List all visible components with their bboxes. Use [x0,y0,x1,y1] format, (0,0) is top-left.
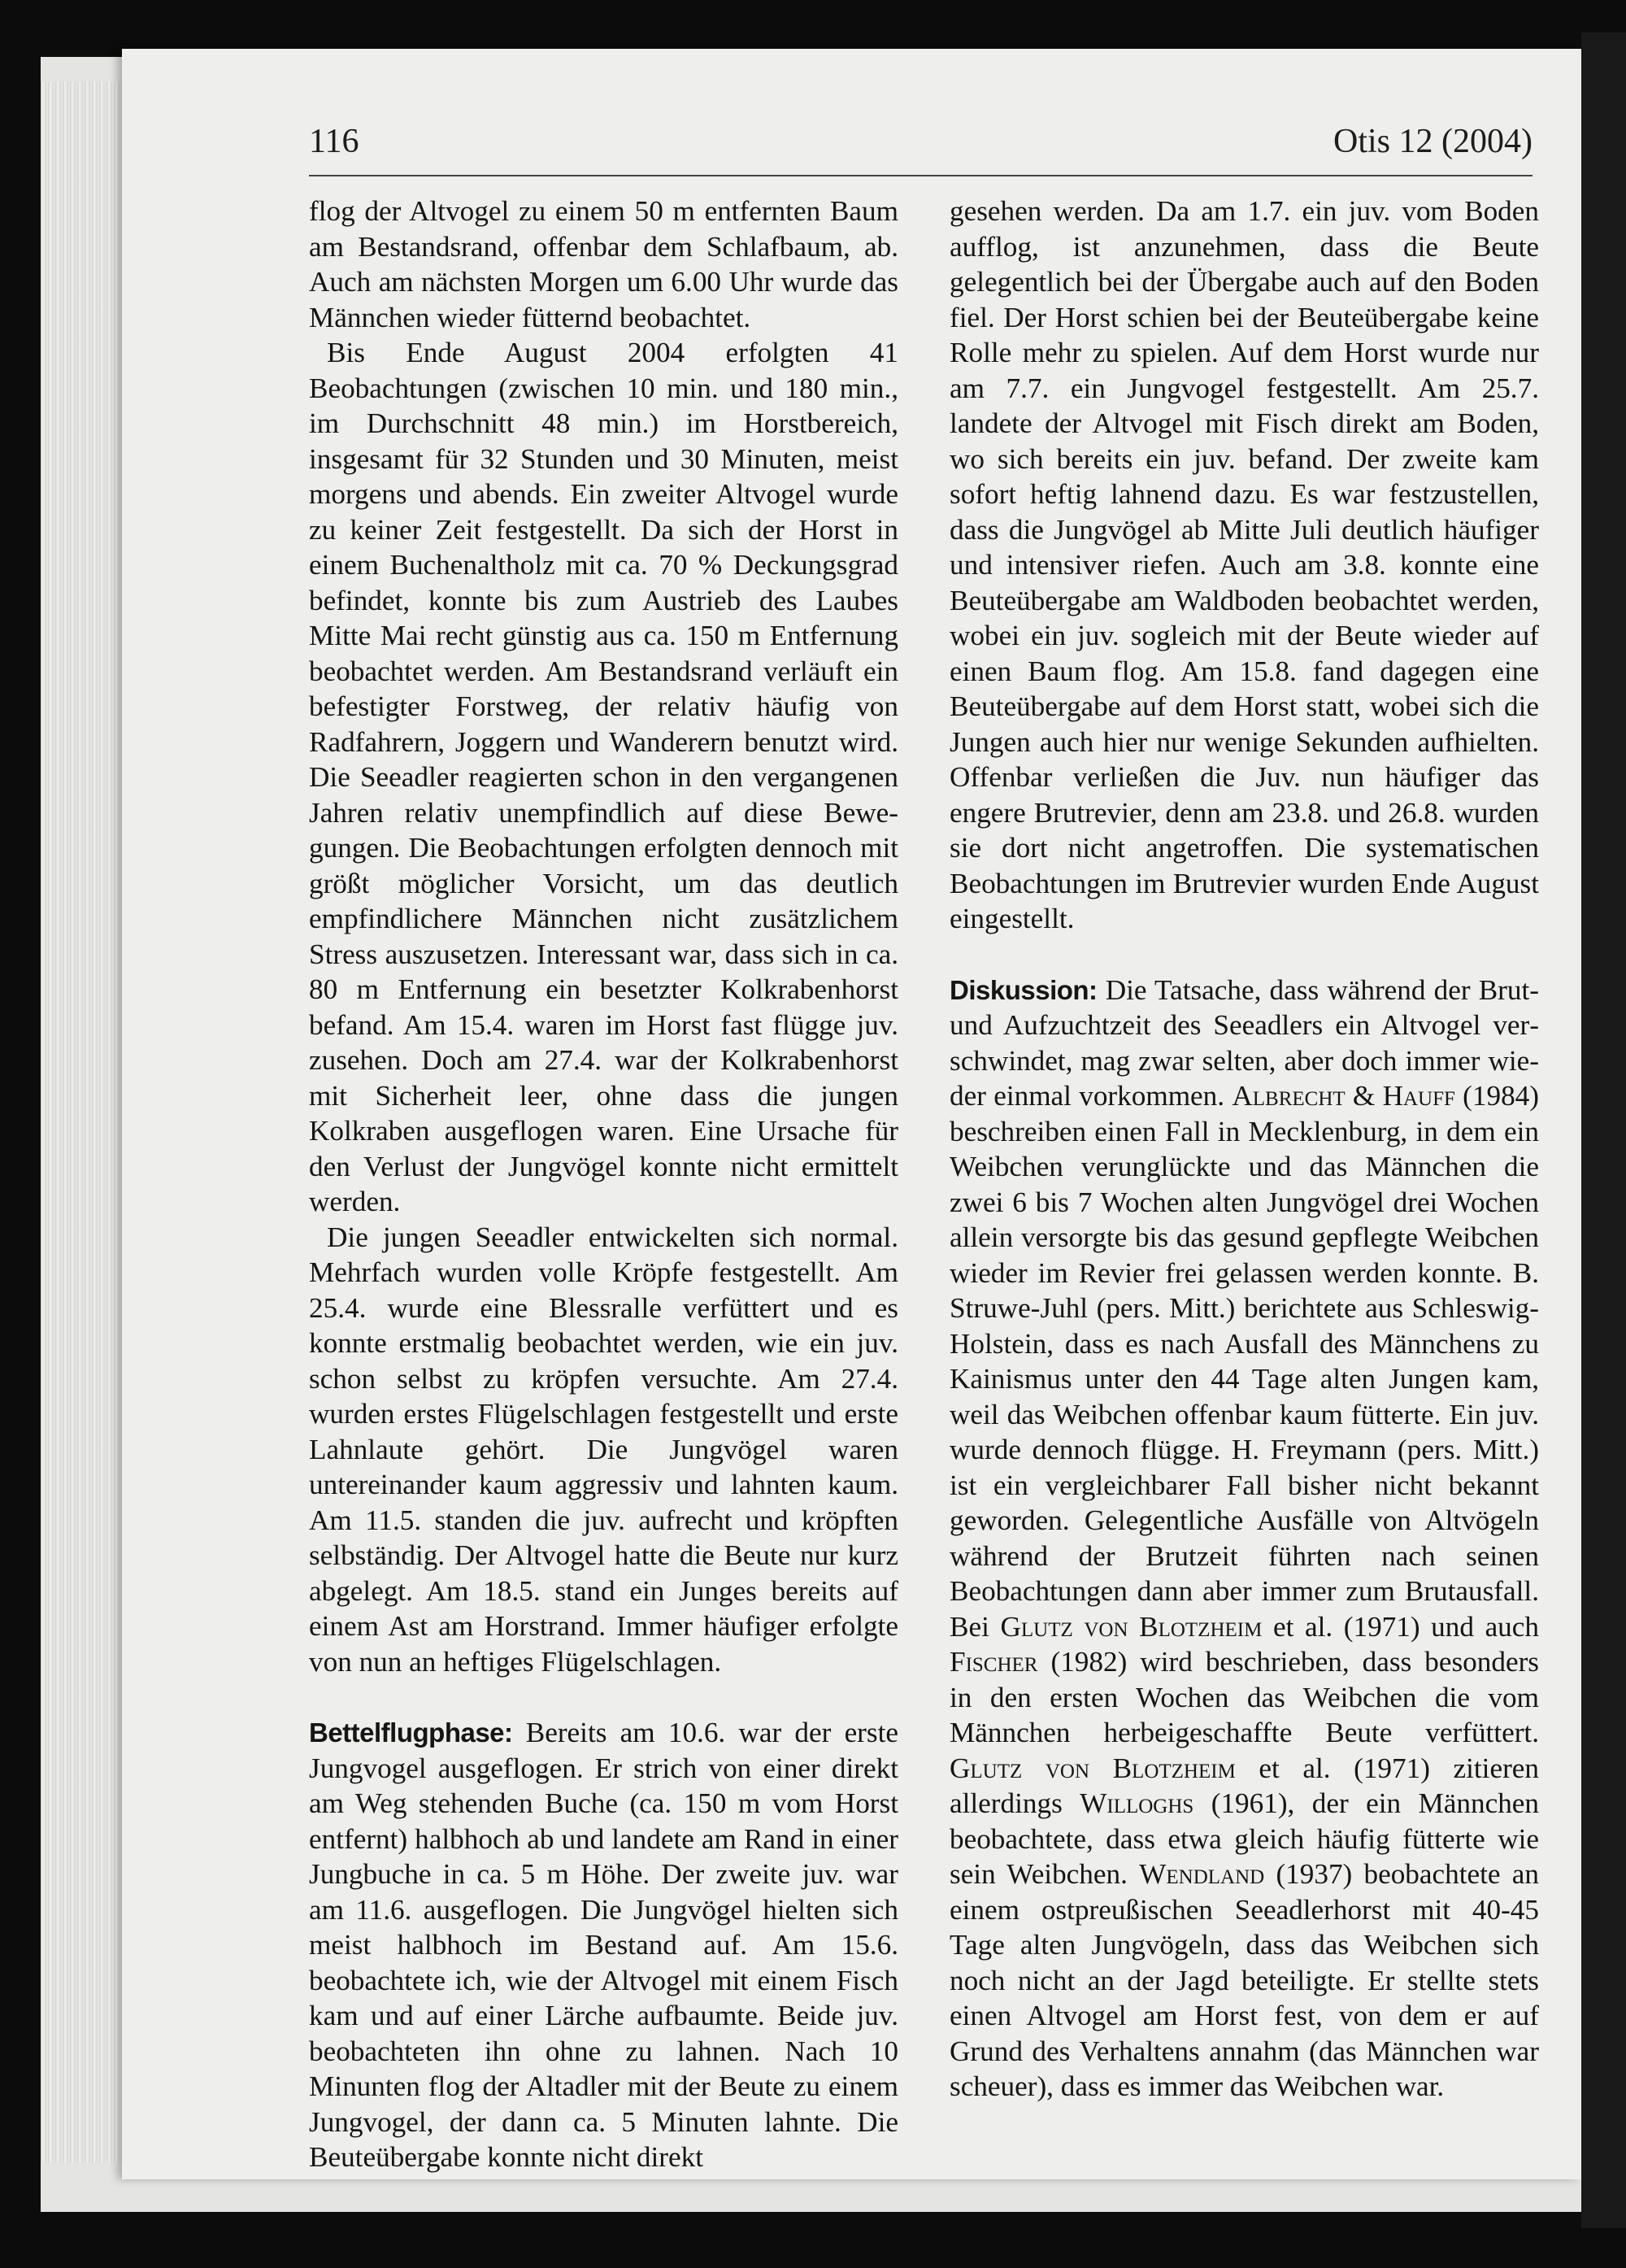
section-heading: Bettelflugphase: [309,1717,513,1748]
author-citation: Glutz von Blotzheim [950,1752,1236,1784]
author-citation: Albrecht [1232,1080,1346,1112]
author-citation: Willoghs [1080,1787,1194,1819]
section-heading: Diskussion: [950,974,1098,1005]
binding-shadow [1581,33,1626,2228]
paragraph-text: (1937) beobachtete an einem ostpreußischen Seeadlerhorst mit 40-45 Tage alten Jungvögeln, dass das Weibchen sich noch nicht an der Jagd beteiligte. Er stellte stets einen Altvogel am Horst fest, von dem er auf Grund des Verhaltens annahm (das Männchen war scheuer), dass es immer das Weibchen war. [950,1858,1539,2102]
right-column [950,194,1539,2105]
author-citation: Wendland [1139,1858,1265,1890]
section-bettelflugphase [309,1715,898,2175]
author-citation: Glutz von Blotzheim [1000,1610,1263,1643]
page-number: 116 [309,123,359,160]
paragraph: Die jungen Seeadler entwickelten sich normal. Mehrfach wurden volle Kröpfe festgestellt. Am 25.4. wurde eine Blessralle verfüttert und es konnte erstmalig beobachtet werden, wie ein juv. schon selbst zu kröpfen versuchte. Am 27.4. wurden erstes Flügelschlagen festgestellt und erste Lahnlaute gehört. Die Jungvögel waren untereinander kaum aggressiv und lahnten kaum. Am 11.5. standen die juv. aufrecht und kröpften selbständig. Der Altvogel hatte die Beute nur kurz abgelegt. Am 18.5. stand ein Junges bereits auf einem Ast am Horstrand. Immer häufiger erfolgte von nun an heftiges Flügelschlagen. [309,1221,898,1678]
paragraph-text: et al. (1971) zitieren allerdings [950,1752,1539,1819]
author-citation: Fischer [950,1646,1038,1678]
paragraph-text: Die Tatsache, dass während der Brut- und Aufzuchtzeit des Seeadlers ein Altvogel verschwindet, mag zwar selten, aber doch immer wieder einmal vorkommen. [950,973,1539,1112]
header-rule [309,175,1533,176]
paragraph-text: Bereits am 10.6. war der erste Jungvogel ausgeflogen. Er strich von einer direkt am Weg stehenden Buche (ca. 150 m vom Horst entfernt) halbhoch ab und landete am Rand in einer Jungbuche in ca. 5 m Höhe. Der zweite juv. war am 11.6. ausgeflogen. Die Jungvögel hielten sich meist halbhoch im Bestand auf. Am 15.6. beobachtete ich, wie der Altvogel mit einem Fisch kam und auf einer Lärche aufbaumte. Beide juv. beobachteten ihn ohne zu lahnen. Nach 10 Minunten flog der Altadler mit der Beute zu einem Jungvogel, der dann ca. 5 Minuten lahnte. Die Beuteübergabe konnte nicht direkt [309,1717,898,2173]
paragraph-text: (1984) beschreiben einen Fall in Mecklenburg, in dem ein Weibchen verunglückte und das Männchen die zwei 6 bis 7 Wochen alten Jungvögel drei Wochen allein versorgte bis das gesund gepflegte Weibchen wieder im Revier frei gelassen werden konnte. B. Struwe-Juhl (pers. Mitt.) berichtete aus Schleswig-Holstein, dass es nach Ausfall des Männchens zu Kainismus unter den 44 Tage alten Jungen kam, weil das Weibchen offenbar kaum fütterte. Ein juv. wurde dennoch flügge. H. Freymann (pers. Mitt.) ist ein vergleichbarer Fall bisher nicht bekannt geworden. Gelegentliche Ausfälle von Altvögeln während der Brutzeit führten nach seinen Beobachtungen dann aber immer zum Brutausfall. Bei [950,1080,1539,1643]
paragraph: flog der Altvogel zu einem 50 m entfernten Baum am Bestandsrand, offenbar dem Schlafbaum, ab. Auch am nächsten Morgen um 6.00 Uhr wurde das Männchen wieder fütternd beobachtet. [309,195,898,333]
paragraph-text: (1982) wird beschrieben, dass besonders in den ersten Wochen das Weibchen die vom Männchen herbeigeschaffte Beute verfüttert. [950,1646,1539,1748]
journal-reference: Otis 12 (2004) [1333,123,1533,160]
paragraph: Bis Ende August 2004 erfolgten 41 Beobachtungen (zwischen 10 min. und 180 min., im Durchschnitt 48 min.) im Horstbereich, insgesamt für 32 Stunden und 30 Minuten, meist morgens und abends. Ein zweiter Altvogel wurde zu keiner Zeit festgestellt. Da sich der Horst in einem Buchenaltholz mit ca. 70 % Deckungsgrad befindet, konnte bis zum Austrieb des Laubes Mitte Mai recht günstig aus ca. 150 m Entfernung beobachtet werden. Am Bestandsrand verläuft ein befestigter Forstweg, der relativ häufig von Radfahrern, Joggern und Wanderern benutzt wird. Die Seeadler reagierten schon in den vergangenen Jahren relativ unempfindlich auf diese Bewegungen. Die Beobachtungen erfolgten dennoch mit größt möglicher Vorsicht, um das deutlich empfindlichere Männchen nicht zusätzlichem Stress auszusetzen. Interessant war, dass sich in ca. 80 m Entfernung ein besetzter Kolkrabenhorst befand. Am 15.4. waren im Horst fast flügge juv. zusehen. Doch am 27.4. war der Kolkrabenhorst mit Sicherheit leer, ohne dass die jungen Kolkraben ausgeflogen waren. Eine Ursache für den Verlust der Jungvögel konnte nicht ermittelt werden. [309,337,898,1217]
paragraph: gesehen werden. Da am 1.7. ein juv. vom Boden aufflog, ist anzunehmen, dass die Beute gelegentlich bei der Übergabe auch auf den Boden fiel. Der Horst schien bei der Beuteübergabe keine Rolle mehr zu spielen. Auf dem Horst wurde nur am 7.7. ein Jungvogel festgestellt. Am 25.7. landete der Altvogel mit Fisch direkt am Boden, wo sich bereits ein juv. befand. Der zweite kam sofort heftig lahnend dazu. Es war festzustellen, dass die Jungvögel ab Mitte Juli deutlich häufiger und intensiver riefen. Auch am 3.8. konnte eine Beuteübergabe am Waldboden beobachtet werden, wobei ein juv. sogleich mit der Beute wieder auf einen Baum flog. Am 15.8. fand dagegen eine Beuteübergabe auf dem Horst statt, wobei sich die Jungen auch hier nur wenige Sekunden aufhielten. Offenbar verließen die Juv. nun häufiger das engere Brutrevier, denn am 23.8. und 26.8. wurden sie dort nicht angetroffen. Die systematischen Beobachtungen im Brutrevier wurden Ende August eingestellt. [950,195,1539,934]
author-citation: Hauff [1382,1080,1455,1112]
paragraph-text: (1961), der ein Männchen beobachtete, dass etwa gleich häufig fütterte wie sein Weibchen. [950,1787,1539,1890]
section-diskussion [950,973,1539,2105]
paragraph-text: et al. (1971) und auch [1262,1610,1539,1643]
paragraph-text: & [1345,1080,1383,1112]
left-column [309,194,898,2175]
running-header [309,122,1533,171]
